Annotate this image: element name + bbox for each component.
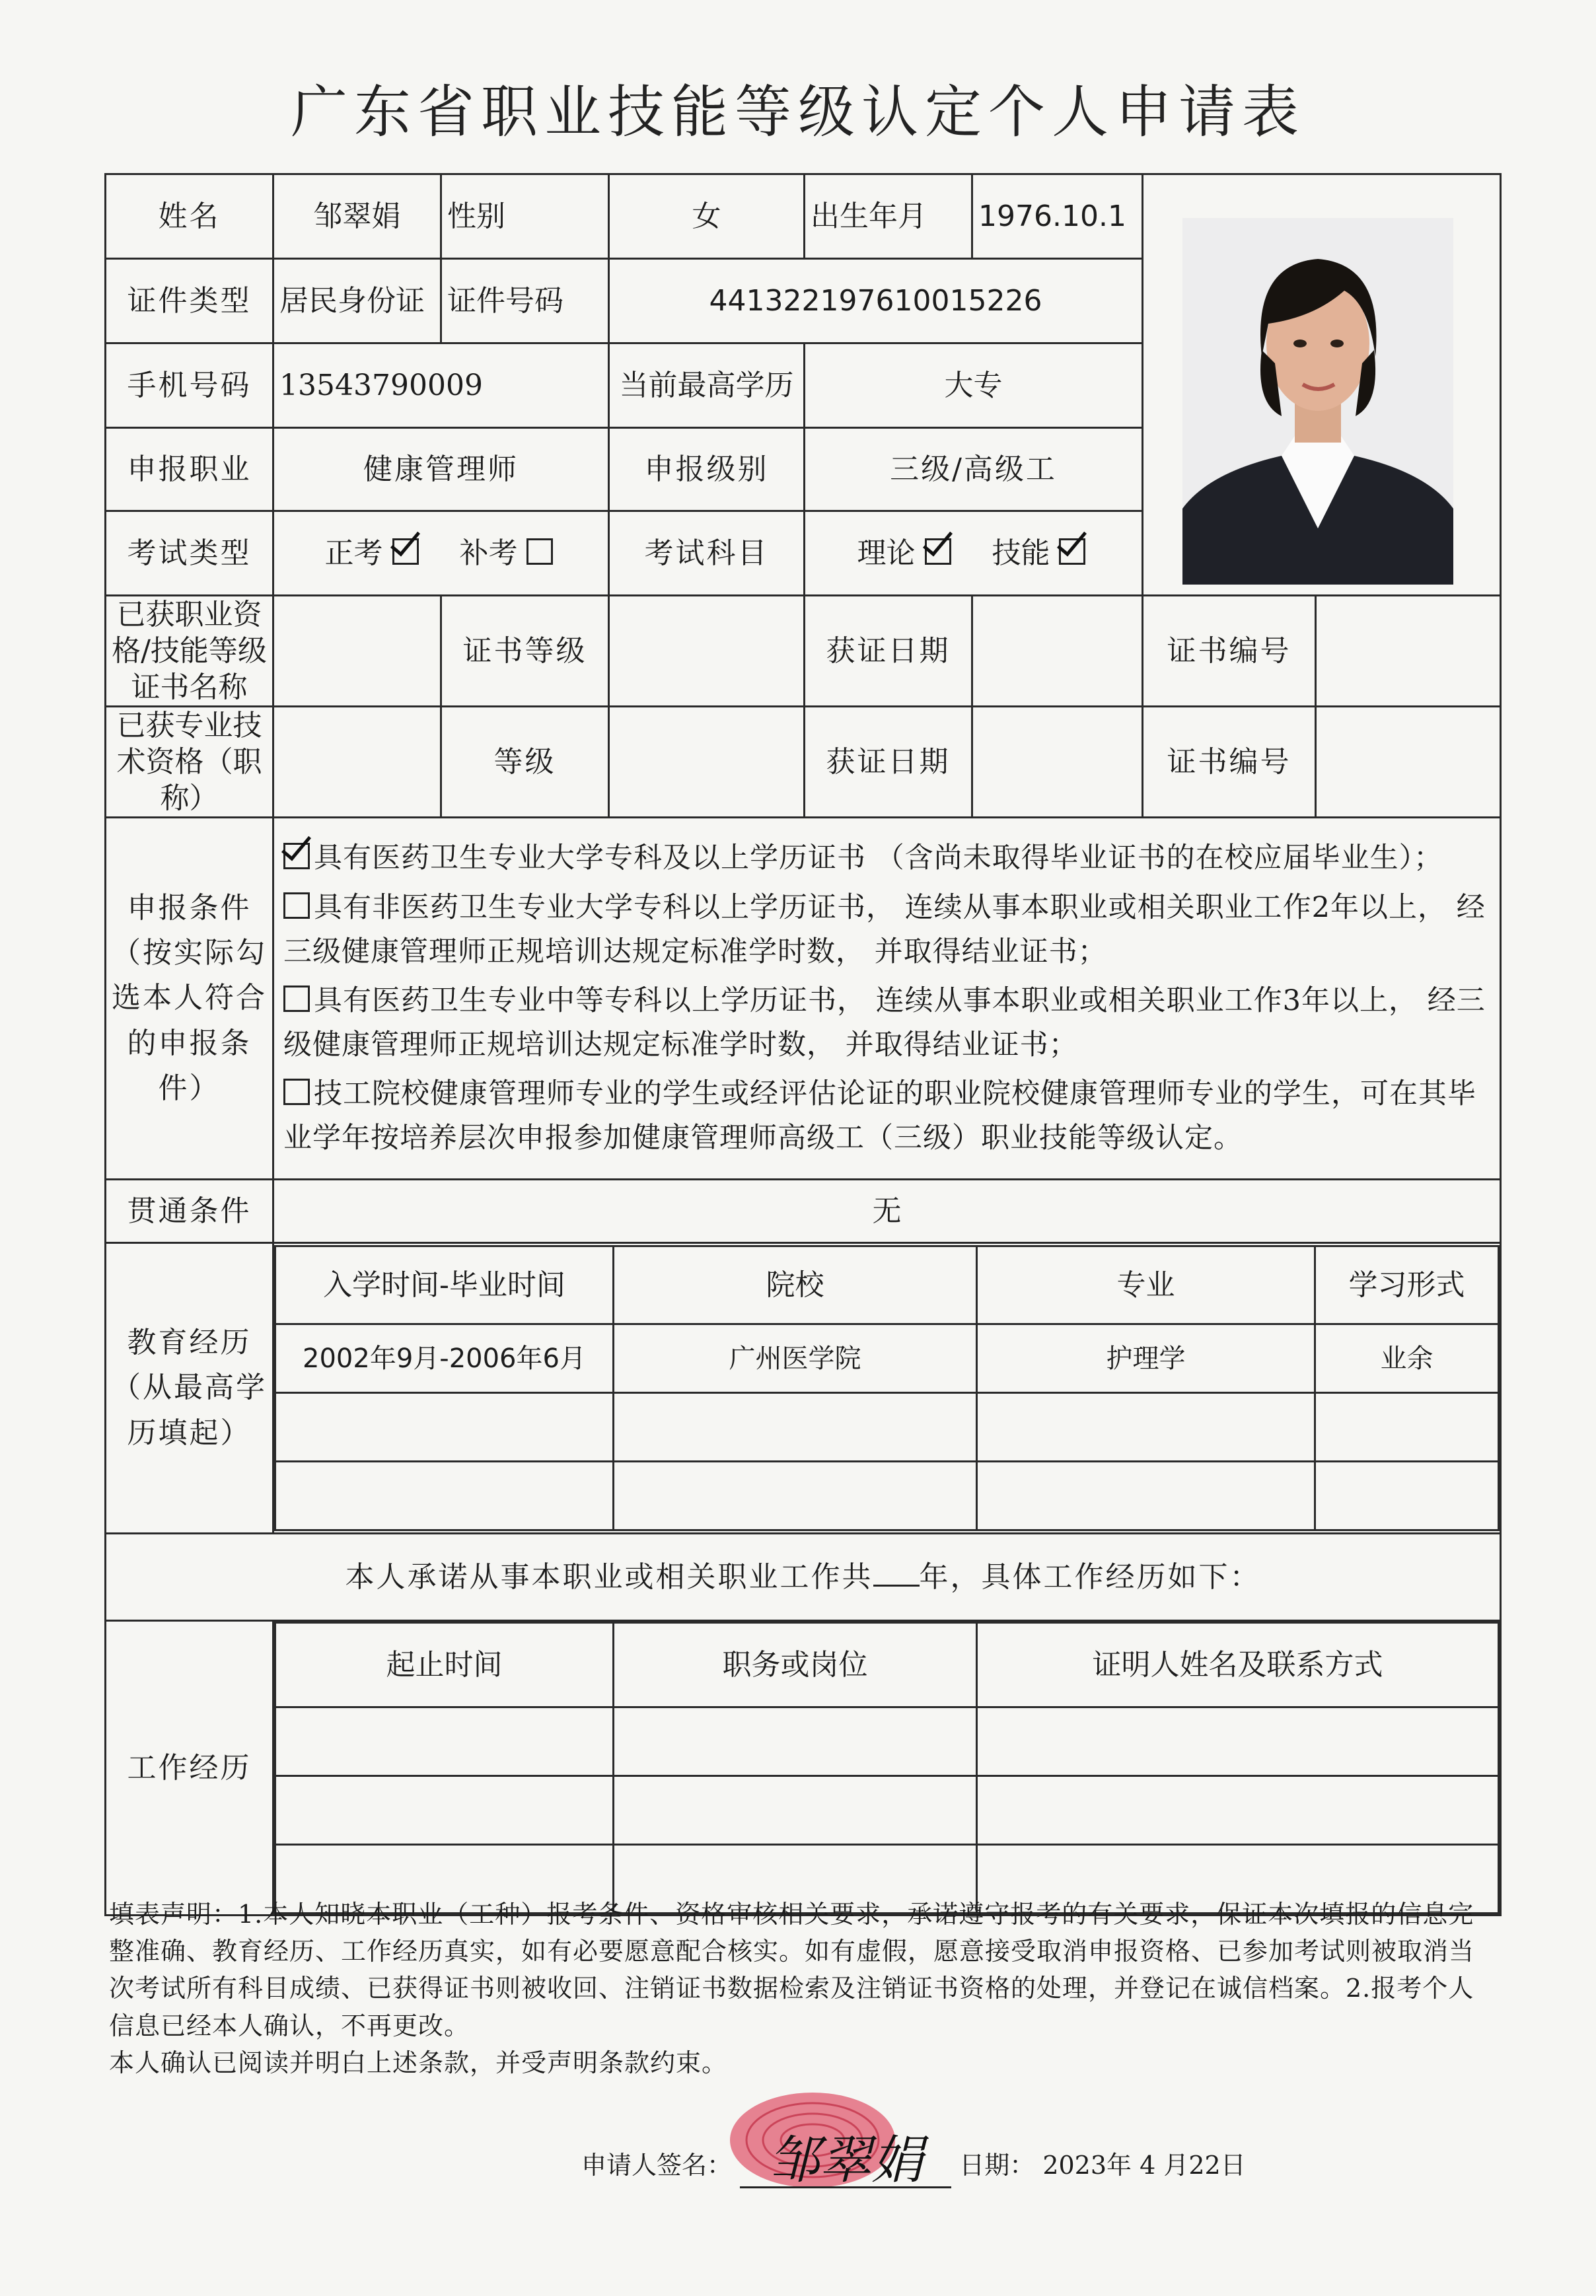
date-value[interactable]: 2023年 4 月22日 bbox=[1042, 2151, 1246, 2180]
exam-type-label: 考试类型 bbox=[106, 511, 273, 596]
title-cert-label: 已获专业技术资格（职称） bbox=[106, 707, 273, 818]
photo-cell bbox=[1143, 174, 1501, 596]
declaration-text: 填表声明：1.本人知晓本职业（工种）报考条件、资格审核相关要求，承诺遵守报考的有关要求，保证本次填报的信息完整准确、教育经历、工作经历真实，如有必要愿意配合核实。如有虚假，愿意接受取消申报资格、已参加考试则被取消当次考试所有科目成绩、已获得证书则被收回、注销证书数据检索及注销证书资格的处理，并登记在诚信档案。2.报考个人信息已经本人确认，不再更改。 bbox=[109, 1900, 1475, 2040]
condition-item-1: 具有医药卫生专业大学专科及以上学历证书 （含尚未取得毕业证书的在校应届毕业生）； bbox=[283, 836, 1490, 880]
education-value[interactable]: 大专 bbox=[805, 343, 1143, 428]
cert-level-label: 证书等级 bbox=[441, 596, 609, 707]
exam-makeup-label: 补考 bbox=[459, 536, 518, 570]
title-date-value[interactable] bbox=[972, 707, 1143, 818]
occupation-value[interactable]: 健康管理师 bbox=[273, 428, 609, 511]
cert-number-label: 证书编号 bbox=[1143, 596, 1316, 707]
name-label: 姓名 bbox=[106, 174, 273, 259]
work-history-label: 工作经历 bbox=[106, 1621, 273, 1916]
birth-value[interactable]: 1976.10.1 bbox=[972, 174, 1143, 259]
exam-subject-label: 考试科目 bbox=[609, 511, 805, 596]
condition-4-checkbox[interactable] bbox=[283, 1079, 310, 1105]
title-level-value[interactable] bbox=[609, 707, 805, 818]
declaration bbox=[109, 1896, 1490, 2081]
declaration-confirm: 本人确认已阅读并明白上述条款，并受声明条款约束。 bbox=[109, 2048, 728, 2077]
conditions-label: 申报条件（按实际勾选本人符合的申报条件） bbox=[106, 818, 273, 1180]
signature[interactable]: 邹翠娟 bbox=[740, 2135, 951, 2188]
education-table bbox=[274, 1245, 1500, 1531]
level-label: 申报级别 bbox=[609, 428, 805, 511]
work-pledge: 本人承诺从事本职业或相关职业工作共 年，具体工作经历如下： bbox=[106, 1534, 1501, 1621]
cert-name-value[interactable] bbox=[273, 596, 441, 707]
exam-makeup-checkbox[interactable] bbox=[526, 538, 553, 565]
title-number-value[interactable] bbox=[1316, 707, 1501, 818]
title-date-label: 获证日期 bbox=[805, 707, 972, 818]
edu-header-period: 入学时间-毕业时间 bbox=[275, 1246, 614, 1324]
condition-item-4: 技工院校健康管理师专业的学生或经评估论证的职业院校健康管理师专业的学生，可在其毕业学年按培养层次申报参加健康管理师高级工（三级）职业技能等级认定。 bbox=[283, 1077, 1476, 1155]
gender-value[interactable]: 女 bbox=[609, 174, 805, 259]
condition-item-2: 具有非医药卫生专业大学专科以上学历证书， 连续从事本职业或相关职业工作2年以上， 经三级健康管理师正规培训达规定标准学时数， 并取得结业证书； bbox=[283, 890, 1486, 968]
edu-header-mode: 学习形式 bbox=[1315, 1246, 1499, 1324]
cert-level-value[interactable] bbox=[609, 596, 805, 707]
gender-label: 性别 bbox=[441, 174, 609, 259]
work-header-reference: 证明人姓名及联系方式 bbox=[977, 1623, 1499, 1707]
edu-period[interactable]: 2002年9月-2006年6月 bbox=[275, 1324, 614, 1393]
date-label: 日期： bbox=[959, 2151, 1035, 2180]
subject-theory-checkbox[interactable] bbox=[925, 538, 951, 565]
work-table bbox=[274, 1622, 1500, 1914]
work-header-period: 起止时间 bbox=[275, 1623, 614, 1707]
sign-label: 申请人签名： bbox=[581, 2151, 733, 2180]
occupation-label: 申报职业 bbox=[106, 428, 273, 511]
phone-label: 手机号码 bbox=[106, 343, 273, 428]
condition-item-3: 具有医药卫生专业中等专科以上学历证书， 连续从事本职业或相关职业工作3年以上， 经三级健康管理师正规培训达规定标准学时数， 并取得结业证书； bbox=[283, 984, 1486, 1061]
edu-mode[interactable]: 业余 bbox=[1315, 1324, 1499, 1393]
cert-name-label: 已获职业资格/技能等级证书名称 bbox=[106, 596, 273, 707]
signature-line bbox=[581, 2131, 1246, 2190]
phone-value[interactable]: 13543790009 bbox=[273, 343, 609, 428]
id-type-value[interactable]: 居民身份证 bbox=[273, 259, 441, 343]
edu-header-major: 专业 bbox=[977, 1246, 1315, 1324]
education-label: 当前最高学历 bbox=[609, 343, 805, 428]
id-no-label: 证件号码 bbox=[441, 259, 609, 343]
work-years-field[interactable] bbox=[873, 1560, 920, 1587]
condition-1-checkbox[interactable] bbox=[283, 843, 310, 869]
title-level-label: 等级 bbox=[441, 707, 609, 818]
table-row bbox=[275, 1707, 1499, 1776]
level-value[interactable]: 三级/高级工 bbox=[805, 428, 1143, 511]
id-no-value[interactable]: 441322197610015226 bbox=[609, 259, 1143, 343]
title-cert-value[interactable] bbox=[273, 707, 441, 818]
table-row bbox=[275, 1462, 1499, 1530]
table-row bbox=[275, 1776, 1499, 1845]
condition-3-checkbox[interactable] bbox=[283, 986, 310, 1012]
work-header-position: 职务或岗位 bbox=[614, 1623, 977, 1707]
education-history-label: 教育经历（从最高学历填起） bbox=[106, 1243, 273, 1534]
birth-label: 出生年月 bbox=[805, 174, 972, 259]
cert-date-value[interactable] bbox=[972, 596, 1143, 707]
edu-header-school: 院校 bbox=[614, 1246, 977, 1324]
exam-regular-label: 正考 bbox=[324, 536, 383, 570]
subject-skill-label: 技能 bbox=[992, 536, 1050, 570]
pass-condition-value[interactable]: 无 bbox=[273, 1180, 1501, 1243]
pass-condition-label: 贯通条件 bbox=[106, 1180, 273, 1243]
name-value[interactable]: 邹翠娟 bbox=[273, 174, 441, 259]
table-row bbox=[275, 1324, 1499, 1393]
subject-skill-checkbox[interactable] bbox=[1059, 538, 1085, 565]
edu-school[interactable]: 广州医学院 bbox=[614, 1324, 977, 1393]
table-row bbox=[275, 1393, 1499, 1462]
exam-regular-checkbox[interactable] bbox=[392, 538, 419, 565]
cert-date-label: 获证日期 bbox=[805, 596, 972, 707]
id-type-label: 证件类型 bbox=[106, 259, 273, 343]
condition-2-checkbox[interactable] bbox=[283, 892, 310, 919]
application-form bbox=[104, 173, 1502, 1916]
title-number-label: 证书编号 bbox=[1143, 707, 1316, 818]
cert-number-value[interactable] bbox=[1316, 596, 1501, 707]
subject-theory-label: 理论 bbox=[857, 536, 916, 570]
edu-major[interactable]: 护理学 bbox=[977, 1324, 1315, 1393]
form-title: 广东省职业技能等级认定个人申请表 bbox=[291, 79, 1305, 145]
